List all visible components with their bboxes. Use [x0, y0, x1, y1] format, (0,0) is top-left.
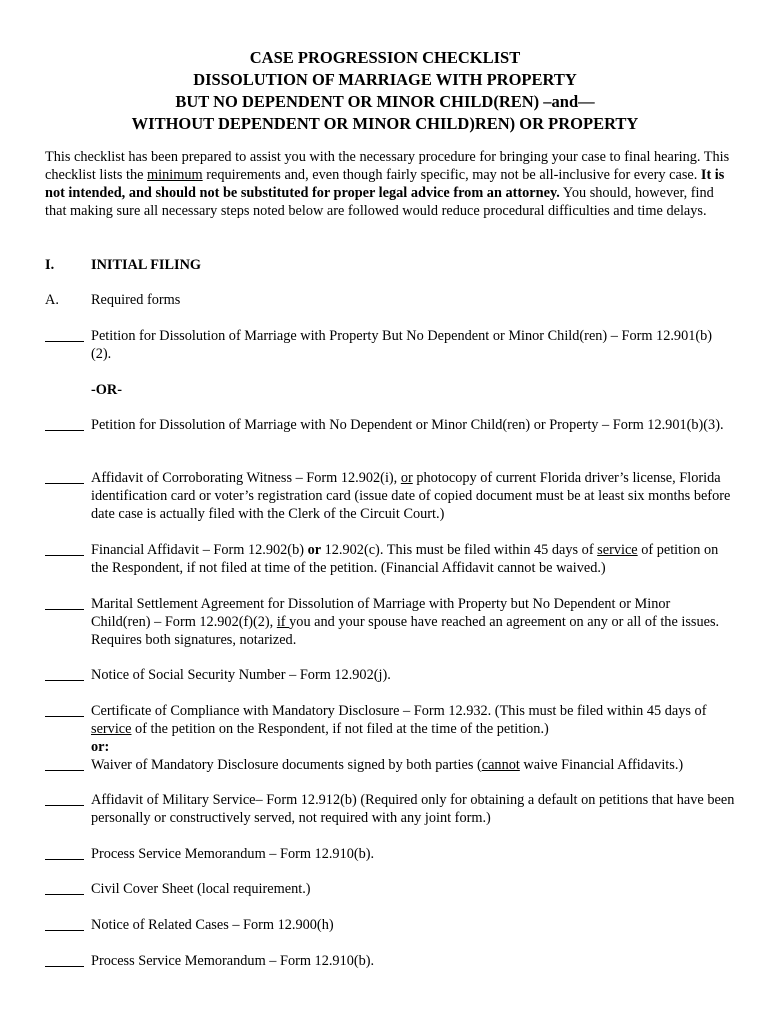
section-heading: INITIAL FILING	[91, 257, 202, 273]
item-text: Notice of Social Security Number – Form 12.902(j).	[91, 667, 391, 683]
checkbox-blank-line[interactable]	[45, 555, 84, 556]
item-text-part: Affidavit of Corroborating Witness – Form 12.902(i),	[91, 470, 401, 486]
item-text-part: photocopy of current Florida driver’s license, Florida identification card or voter’s registration card (issue date of copied document must be at least six months before date case is actually filed with the Clerk of the Circuit Court.)	[91, 470, 731, 522]
item-text: Affidavit of Military Service– Form 12.912(b) (Required only for obtaining a default on petitions that have been personally or constructively served, not required with any joint form.)	[91, 792, 735, 826]
intro-minimum-underlined: minimum	[147, 167, 203, 183]
item-or-label: or:	[91, 739, 110, 755]
intro-text-2: requirements and, even though fairly specific, may not be all-inclusive for every case.	[202, 167, 701, 183]
document-title	[0, 47, 770, 135]
item-text-underlined: service	[597, 542, 638, 558]
item-text-underlined: cannot	[481, 757, 520, 773]
item-text	[91, 469, 735, 523]
checkbox-blank-line[interactable]	[45, 483, 84, 484]
item-text-part: Marital Settlement Agreement for Dissolution of Marriage with Property but No Dependent or Minor Child(ren) – Form 12.902(f)(2),	[91, 596, 671, 630]
item-text	[91, 595, 729, 649]
title-line-3: BUT NO DEPENDENT OR MINOR CHILD(REN) –and—	[175, 92, 595, 111]
item-text	[91, 756, 735, 774]
checkbox-blank-line[interactable]	[45, 609, 84, 610]
item-text-underlined: or	[400, 470, 413, 486]
subsection-heading: Required forms	[91, 292, 181, 308]
checkbox-blank-line[interactable]	[45, 930, 84, 931]
subsection-letter: A.	[45, 292, 59, 308]
checkbox-blank-line[interactable]	[45, 805, 84, 806]
item-text: Civil Cover Sheet (local requirement.)	[91, 881, 311, 897]
checkbox-blank-line[interactable]	[45, 680, 84, 681]
checkbox-blank-line[interactable]	[45, 430, 84, 431]
item-text: Process Service Memorandum – Form 12.910(b).	[91, 846, 375, 862]
item-text-part: of the petition on the Respondent, if not filed at the time of the petition.)	[131, 721, 549, 737]
item-text-part: 12.902(c). This must be filed within 45 days of	[321, 542, 598, 558]
item-text: Notice of Related Cases – Form 12.900(h)	[91, 917, 334, 933]
item-text-part: waive Financial Affidavits.)	[519, 757, 684, 773]
item-text-bold: or	[307, 542, 322, 558]
item-text-part: of petition on the Respondent, if not filed at time of the petition. (Financial Affidavit cannot be waived.)	[91, 542, 719, 576]
section-number: I.	[45, 257, 55, 273]
or-separator: -OR-	[91, 382, 122, 398]
item-text: Process Service Memorandum – Form 12.910(b).	[91, 953, 375, 969]
title-line-1: CASE PROGRESSION CHECKLIST	[249, 48, 521, 67]
checkbox-blank-line[interactable]	[45, 341, 84, 342]
item-text: Petition for Dissolution of Marriage with No Dependent or Minor Child(ren) or Property – Form 12.901(b)(3).	[91, 417, 724, 433]
title-line-2: DISSOLUTION OF MARRIAGE WITH PROPERTY	[193, 70, 577, 89]
item-text-part: you and your spouse have reached an agreement on any or all of the issues. Requires both signatures, notarized.	[91, 614, 720, 648]
intro-paragraph	[45, 148, 735, 220]
item-text-underlined: service	[91, 721, 132, 737]
checkbox-blank-line[interactable]	[45, 859, 84, 860]
intro-text-3: You should, however, find that making sure all necessary steps noted below are followed would reduce procedural difficulties and time delays.	[45, 185, 714, 219]
checkbox-blank-line[interactable]	[45, 716, 84, 717]
title-line-4: WITHOUT DEPENDENT OR MINOR CHILD)REN) OR PROPERTY	[131, 114, 639, 133]
item-text-underlined: if	[276, 614, 290, 630]
checkbox-blank-line[interactable]	[45, 894, 84, 895]
item-text-part: Financial Affidavit – Form 12.902(b)	[91, 542, 308, 558]
item-text-part: Waiver of Mandatory Disclosure documents signed by both parties (	[91, 757, 482, 773]
checkbox-blank-line[interactable]	[45, 966, 84, 967]
intro-text-1: This checklist has been prepared to assist you with the necessary procedure for bringing your case to final hearing. This checklist lists the	[45, 149, 730, 183]
item-text	[91, 702, 729, 756]
item-text	[91, 541, 729, 577]
intro-disclaimer-bold: It is not intended, and should not be substituted for proper legal advice from an attorney.	[45, 167, 725, 201]
checkbox-blank-line[interactable]	[45, 770, 84, 771]
item-text: Petition for Dissolution of Marriage with Property But No Dependent or Minor Child(ren) – Form 12.901(b)(2).	[91, 328, 713, 362]
item-text-part: Certificate of Compliance with Mandatory Disclosure – Form 12.932. (This must be filed within 45 days of	[91, 703, 707, 719]
